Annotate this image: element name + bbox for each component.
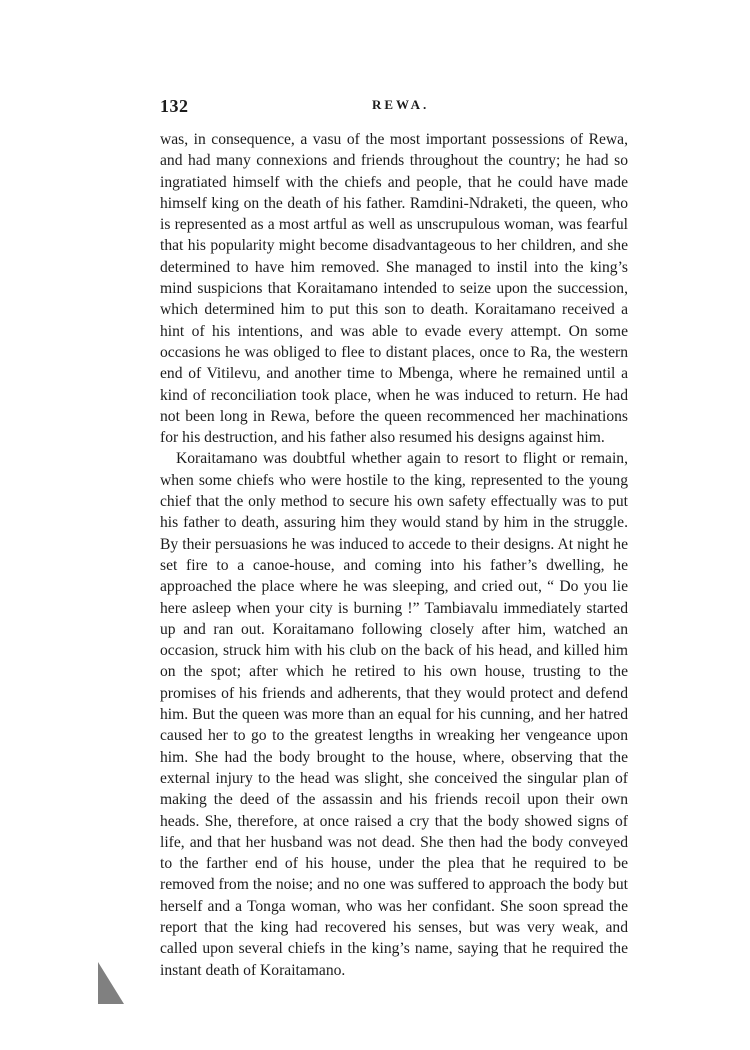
paragraph: Koraitamano was doubtful whether again to resort to flight or remain, when some chiefs who were hostile to the king, represented to the young chief that the only method to secure his own safety effectually was to put his father to death, assuring him they would stand by him in the struggle. By their persuasions he was induced to accede to their designs. At night he set fire to a canoe-house, and coming into his father’s dwelling, he approached the place where he was sleeping, and cried out, “ Do you lie here asleep when your city is burning !” Tambiavalu immediately started up and ran out. Koraitamano following closely after him, watched an occasion, struck him with his club on the back of his head, and killed him on the spot; after which he retired to his own house, trusting to the promises of his friends and adherents, that they would protect and defend him. But the queen was more than an equal for his cunning, and her hatred caused her to go to the greatest lengths in wreaking her vengeance upon him. She had the body brought to the house, where, observing that the external injury to the head was slight, she conceived the singular plan of making the deed of the assassin and his friends recoil upon their own heads. She, therefore, at once raised a cry that the body showed signs of life, and that her husband was not dead. She then had the body conveyed to the farther end of his house, under the plea that he required to be removed from the noise; and no one was suffered to approach the body but herself and a Tonga woman, who was her confidant. She soon spread the report that the king had recovered his senses, but was very weak, and called upon several chiefs in the king’s name, saying that he required the instant death of Koraitamano. — [160, 450, 628, 979]
running-head: REWA. — [372, 97, 430, 112]
body-text — [160, 129, 628, 981]
paragraph-continued: was, in consequence, a vasu of the most important possessions of Rewa, and had many connexions and friends throughout the country; he had so ingratiated himself with the chiefs and people, that he could have made himself king on the death of his father. Ramdini-Ndraketi, the queen, who is represented as a most artful as well as unscrupulous woman, was fearful that his popularity might become disadvantageous to her children, and she determined to have him removed. She managed to instil into the king’s mind suspicions that Koraitamano intended to seize upon the succession, which determined him to put this son to death. Koraitamano received a hint of his intentions, and was able to evade every attempt. On some occasions he was obliged to flee to distant places, once to Ra, the western end of Vitilevu, and another time to Mbenga, where he remained until a kind of reconciliation took place, when he was induced to return. He had not been long in Rewa, before the queen recommenced her machinations for his destruction, and his father also resumed his designs against him. — [160, 131, 628, 447]
scan-edge-shadow — [98, 962, 124, 1004]
page-number: 132 — [160, 96, 189, 116]
page-header — [160, 96, 660, 120]
